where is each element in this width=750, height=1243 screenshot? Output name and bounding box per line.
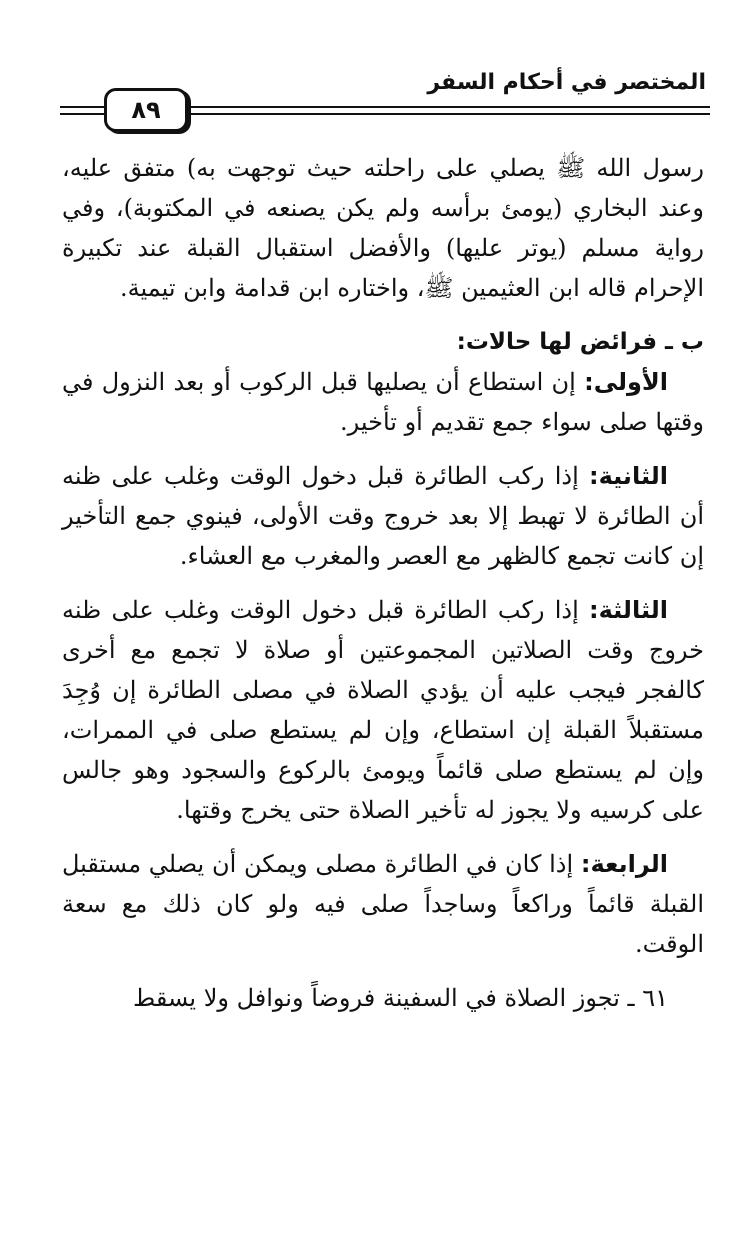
case-first-text: إن استطاع أن يصليها قبل الركوب أو بعد النزول في وقتها صلى سواء جمع تقديم أو تأخير. (62, 368, 704, 436)
header-rule-left-bottom (60, 113, 106, 115)
case-second (62, 456, 704, 576)
header-rule-left-top (60, 106, 106, 108)
case-fourth (62, 844, 704, 964)
spacer (62, 442, 704, 456)
case-second-label: الثانية: (588, 462, 668, 490)
case-first-label: الأولى: (584, 368, 668, 396)
spacer (62, 576, 704, 590)
case-third-label: الثالثة: (588, 596, 668, 624)
spacer (62, 964, 704, 978)
case-third-text: إذا ركب الطائرة قبل دخول الوقت وغلب على ظنه خروج وقت الصلاتين المجموعتين أو صلاة لا تجمع مع أخرى كالفجر فيجب عليه أن يؤدي الصلاة في مصلى الطائرة إن وُجِدَ مستقبلاً القبلة إن استطاع، وإن لم يستطع صلى في الممرات، وإن لم يستطع صلى قائماً ويومئ بالركوع والسجود وهو جالس على كرسيه ولا يجوز له تأخير الصلاة حتى يخرج وقتها. (62, 596, 704, 824)
page-number-box (104, 88, 188, 132)
case-fourth-label: الرابعة: (580, 850, 668, 878)
page-body (62, 148, 704, 1018)
case-fourth-text: إذا كان في الطائرة مصلى ويمكن أن يصلي مستقبل القبلة قائماً وراكعاً وساجداً صلى فيه ولو كان ذلك مع سعة الوقت. (62, 850, 704, 958)
page-number: ٨٩ (131, 96, 161, 124)
paragraph-continuation: رسول الله ﷺ يصلي على راحلته حيث توجهت به) متفق عليه، وعند البخاري (يومئ برأسه ولم يكن يصنعه في المكتوبة)، وفي رواية مسلم (يوتر عليها) والأفضل استقبال القبلة عند تكبيرة الإحرام قاله ابن العثيمين ﷺ، واختاره ابن قدامة وابن تيمية. (62, 154, 704, 302)
header-rule-bottom (180, 113, 710, 115)
running-title: المختصر في أحكام السفر (427, 70, 706, 95)
spacer (62, 308, 704, 322)
case-first (62, 362, 704, 442)
section-heading: ب ـ فرائض لها حالات: (456, 329, 704, 355)
header-rule-top (180, 106, 710, 108)
numbered-item-61: ٦١ ـ تجوز الصلاة في السفينة فروضاً ونوافل ولا يسقط (133, 984, 668, 1012)
page-header (60, 64, 710, 134)
spacer (62, 830, 704, 844)
case-third (62, 590, 704, 830)
case-second-text: إذا ركب الطائرة قبل دخول الوقت وغلب على ظنه أن الطائرة لا تهبط إلا بعد خروج وقت الأولى، فينوي جمع التأخير إن كانت تجمع كالظهر مع العصر والمغرب مع العشاء. (62, 462, 704, 570)
